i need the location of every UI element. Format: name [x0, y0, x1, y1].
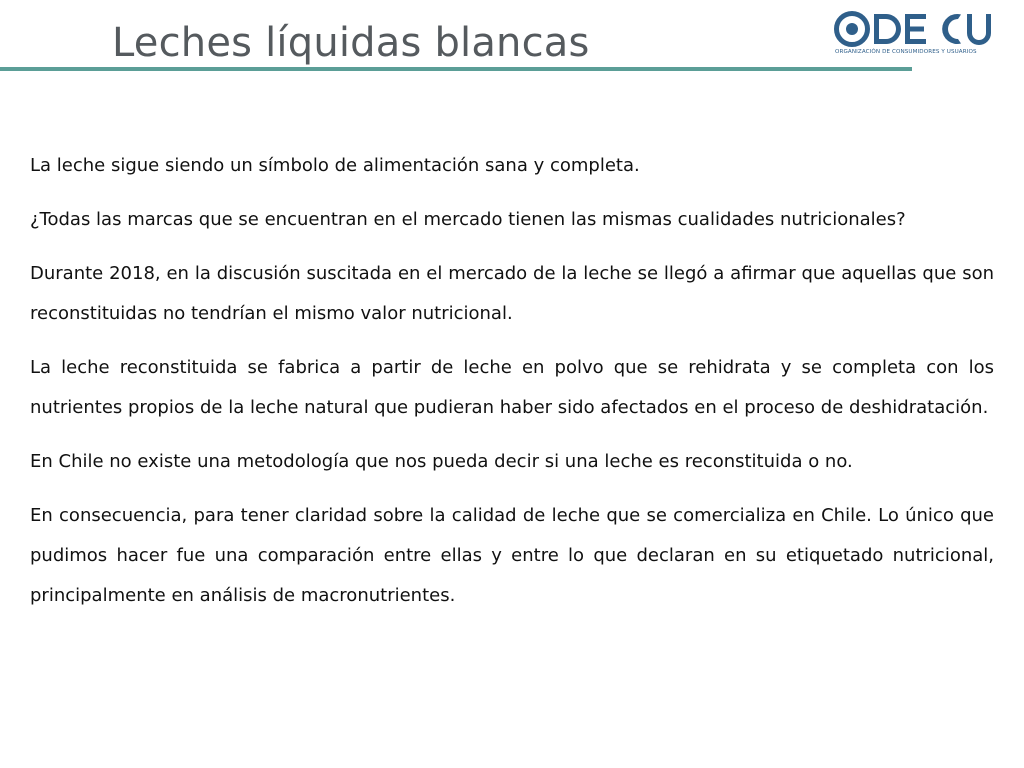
odecu-logo [834, 11, 996, 63]
paragraph-6: En consecuencia, para tener claridad sobre la calidad de leche que se comercializa en Chile. Lo único que pudimos hacer fue una comparación entre ellas y entre lo que declaran en su etiquetado nutricional, principalmente en análisis de macronutrientes. [30, 505, 994, 606]
paragraph-1: La leche sigue siendo un símbolo de alimentación sana y completa. [30, 155, 640, 176]
paragraph-4: La leche reconstituida se fabrica a partir de leche en polvo que se rehidrata y se completa con los nutrientes propios de la leche natural que pudieran haber sido afectados en el proceso de deshidratación. [30, 357, 994, 418]
logo-caption: ORGANIZACIÓN DE CONSUMIDORES Y USUARIOS [835, 49, 977, 55]
odecu-wordmark-logo [834, 11, 996, 51]
paragraph-2: ¿Todas las marcas que se encuentran en el mercado tienen las mismas cualidades nutricionales? [30, 209, 906, 230]
page-title: Leches líquidas blancas [112, 20, 590, 66]
title-underline [0, 67, 912, 71]
body-text [30, 146, 994, 630]
paragraph-5: En Chile no existe una metodología que nos pueda decir si una leche es reconstituida o no. [30, 451, 853, 472]
paragraph-3: Durante 2018, en la discusión suscitada en el mercado de la leche se llegó a afirmar que aquellas que son reconstituidas no tendrían el mismo valor nutricional. [30, 263, 994, 324]
